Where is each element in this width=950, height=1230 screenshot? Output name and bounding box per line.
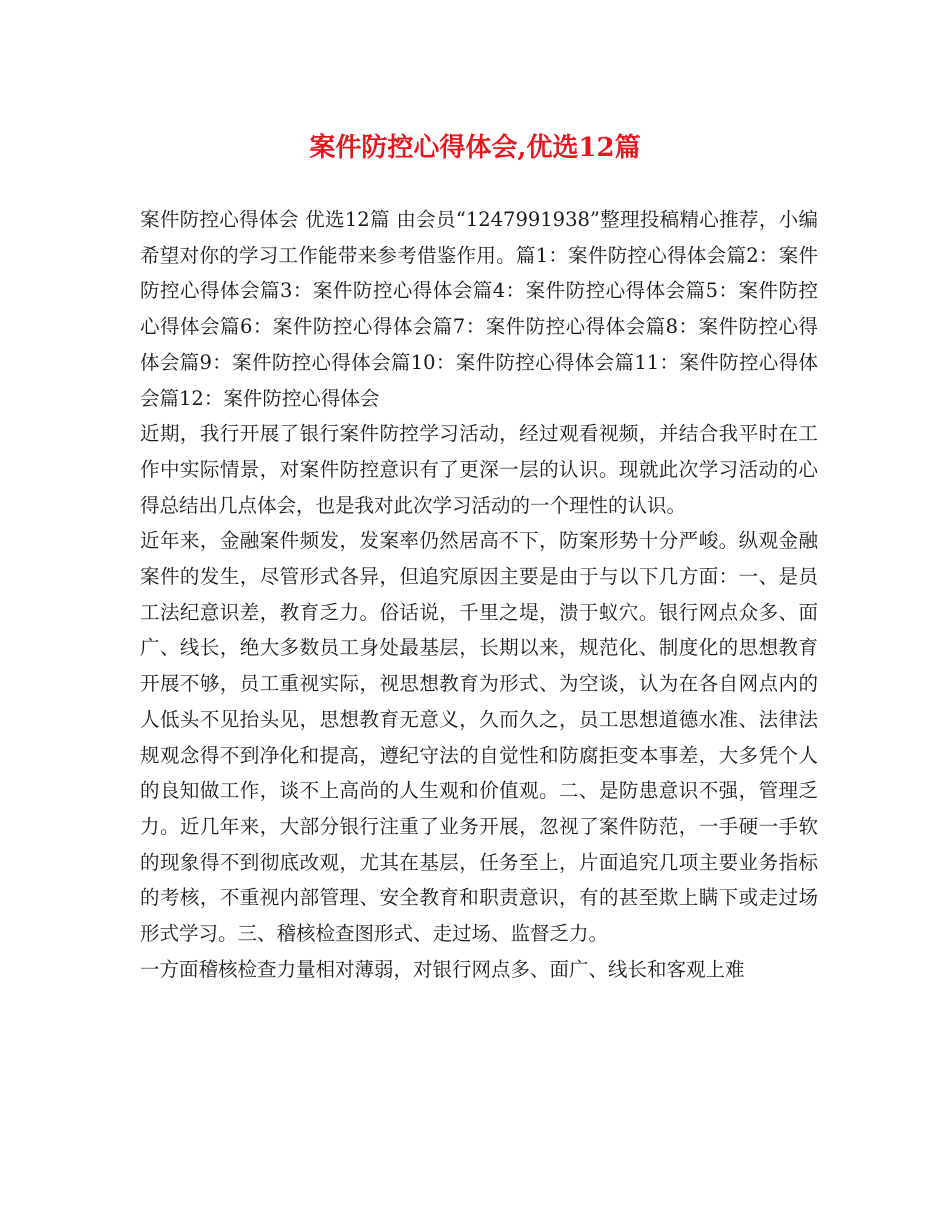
- document-body: [140, 202, 818, 987]
- paragraph-intro: 案件防控心得体会 优选12篇 由会员“1247991938”整理投稿精心推荐，小编希望对你的学习工作能带来参考借鉴作用。篇1：案件防控心得体会篇2：案件防控心得体会篇3：案件防控心得体会篇4：案件防控心得体会篇5：案件防控心得体会篇6：案件防控心得体会篇7：案件防控心得体会篇8：案件防控心得体会篇9：案件防控心得体会篇10：案件防控心得体会篇11：案件防控心得体会篇12：案件防控心得体会: [140, 208, 818, 410]
- document-title: 案件防控心得体会,优选12篇: [309, 133, 641, 163]
- paragraph-recent-activity: 近期，我行开展了银行案件防控学习活动，经过观看视频，并结合我平时在工作中实际情景，对案件防控意识有了更深一层的认识。现就此次学习活动的心得总结出几点体会，也是我对此次学习活动的一个理性的认识。: [140, 422, 818, 517]
- paragraph-causes: 近年来，金融案件频发，发案率仍然居高不下，防案形势十分严峻。纵观金融案件的发生，尽管形式各异，但追究原因主要是由于与以下几方面：一、是员工法纪意识差，教育乏力。俗话说，千里之堤，溃于蚁穴。银行网点众多、面广、线长，绝大多数员工身处最基层，长期以来，规范化、制度化的思想教育开展不够，员工重视实际，视思想教育为形式、为空谈，认为在各自网点内的人低头不见抬头见，思想教育无意义，久而久之，员工思想道德水准、法律法规观念得不到净化和提高，遵纪守法的自觉性和防腐拒变本事差，大多凭个人的良知做工作，谈不上高尚的人生观和价值观。二、是防患意识不强，管理乏力。近几年来，大部分银行注重了业务开展，忽视了案件防范，一手硬一手软的现象得不到彻底改观，尤其在基层，任务至上，片面追究几项主要业务指标的考核，不重视内部管理、安全教育和职责意识，有的甚至欺上瞒下或走过场形式学习。三、稽核检查图形式、走过场、监督乏力。: [140, 529, 818, 946]
- paragraph-audit: 一方面稽核检查力量相对薄弱，对银行网点多、面广、线长和客观上难: [140, 957, 745, 981]
